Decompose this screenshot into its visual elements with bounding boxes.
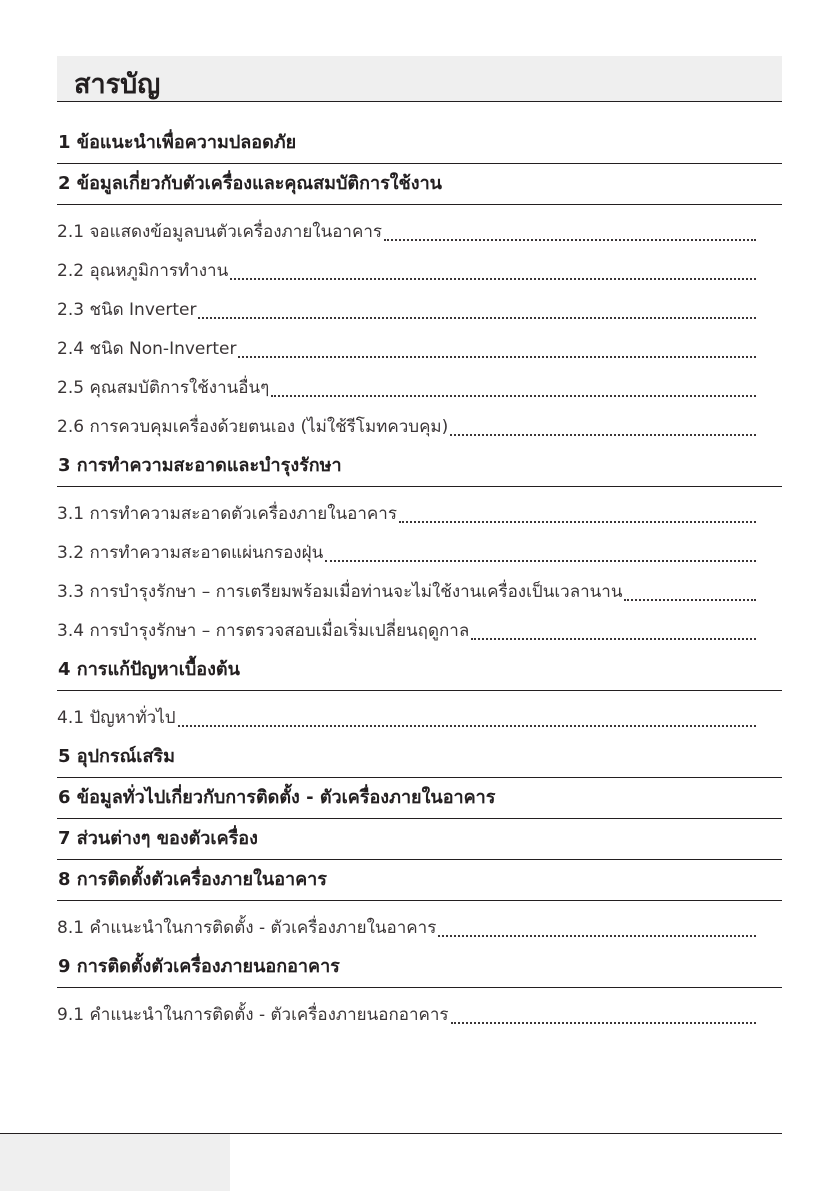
section-heading-label: 8 การติดตั้งตัวเครื่องภายในอาคาร (58, 869, 327, 890)
section-heading-label: 4 การแก้ปัญหาเบื้องต้น (58, 659, 240, 680)
dot-leader (230, 278, 756, 280)
dot-leader (471, 638, 756, 640)
subsection-label: 3.2 การทำความสะอาดแผ่นกรองฝุ่น (57, 543, 324, 563)
toc-subsection-entry[interactable] (57, 691, 756, 737)
subsection-label: 2.1 จอแสดงข้อมูลบนตัวเครื่องภายในอาคาร (57, 222, 383, 242)
page-title: สารบัญ (74, 69, 161, 100)
toc-subsection-entry[interactable] (57, 205, 756, 251)
section-heading-label: 9 การติดตั้งตัวเครื่องภายนอกอาคาร (58, 956, 340, 977)
toc-subsection-entry[interactable] (57, 988, 756, 1034)
toc-subsection-entry[interactable] (57, 487, 756, 533)
toc-section-heading[interactable] (57, 947, 782, 988)
dot-leader (178, 725, 756, 727)
toc-section-heading[interactable] (57, 778, 782, 819)
toc-subsection-entry[interactable] (57, 533, 756, 572)
section-heading-label: 7 ส่วนต่างๆ ของตัวเครื่อง (58, 828, 258, 849)
subsection-label: 2.2 อุณหภูมิการทำงาน (57, 261, 229, 281)
subsection-label: 2.5 คุณสมบัติการใช้งานอื่นๆ (57, 378, 270, 398)
subsection-label: 2.4 ชนิด Non-Inverter (57, 339, 237, 359)
dot-leader (325, 560, 756, 562)
dot-leader (399, 521, 756, 523)
toc-subsection-entry[interactable] (57, 572, 756, 611)
dot-leader (384, 239, 756, 241)
dot-leader (624, 599, 756, 601)
toc-subsection-entry[interactable] (57, 329, 756, 368)
toc-subsection-entry[interactable] (57, 368, 756, 407)
subsection-label: 3.1 การทำความสะอาดตัวเครื่องภายในอาคาร (57, 504, 397, 524)
section-heading-label: 6 ข้อมูลทั่วไปเกี่ยวกับการติดตั้ง - ตัวเครื่องภายในอาคาร (58, 787, 496, 808)
toc-section-heading[interactable] (57, 737, 782, 778)
dot-leader (238, 356, 756, 358)
toc-subsection-entry[interactable] (57, 611, 756, 650)
dot-leader (198, 317, 756, 319)
dot-leader (451, 1022, 756, 1024)
section-heading-label: 3 การทำความสะอาดและบำรุงรักษา (58, 455, 342, 476)
toc-section-heading[interactable] (57, 819, 782, 860)
toc-section-heading[interactable] (57, 860, 782, 901)
subsection-label: 8.1 คำแนะนำในการติดตั้ง - ตัวเครื่องภายในอาคาร (57, 918, 437, 938)
subsection-label: 3.4 การบำรุงรักษา – การตรวจสอบเมื่อเริ่มเปลี่ยนฤดูกาล (57, 621, 470, 641)
section-heading-label: 2 ข้อมูลเกี่ยวกับตัวเครื่องและคุณสมบัติการใช้งาน (58, 173, 442, 194)
dot-leader (450, 434, 756, 436)
toc-section-heading[interactable] (57, 650, 782, 691)
toc-section-heading[interactable] (57, 446, 782, 487)
subsection-label: 3.3 การบำรุงรักษา – การเตรียมพร้อมเมื่อท่านจะไม่ใช้งานเครื่องเป็นเวลานาน (57, 582, 623, 602)
toc-subsection-entry[interactable] (57, 290, 756, 329)
subsection-label: 2.3 ชนิด Inverter (57, 300, 197, 320)
subsection-label: 2.6 การควบคุมเครื่องด้วยตนเอง (ไม่ใช้รีโมทควบคุม) (57, 417, 449, 437)
toc-section-heading[interactable] (57, 123, 782, 164)
title-bar (57, 56, 782, 102)
subsection-label: 9.1 คำแนะนำในการติดตั้ง - ตัวเครื่องภายนอกอาคาร (57, 1005, 449, 1025)
subsection-label: 4.1 ปัญหาทั่วไป (57, 708, 176, 728)
toc-section-heading[interactable] (57, 164, 782, 205)
footer-tab (0, 1134, 230, 1191)
toc-subsection-entry[interactable] (57, 251, 756, 290)
section-heading-label: 1 ข้อแนะนำเพื่อความปลอดภัย (58, 132, 297, 153)
dot-leader (271, 395, 756, 397)
table-of-contents (57, 123, 782, 1034)
toc-subsection-entry[interactable] (57, 407, 756, 446)
toc-subsection-entry[interactable] (57, 901, 756, 947)
section-heading-label: 5 อุปกรณ์เสริม (58, 746, 175, 767)
dot-leader (438, 935, 756, 937)
